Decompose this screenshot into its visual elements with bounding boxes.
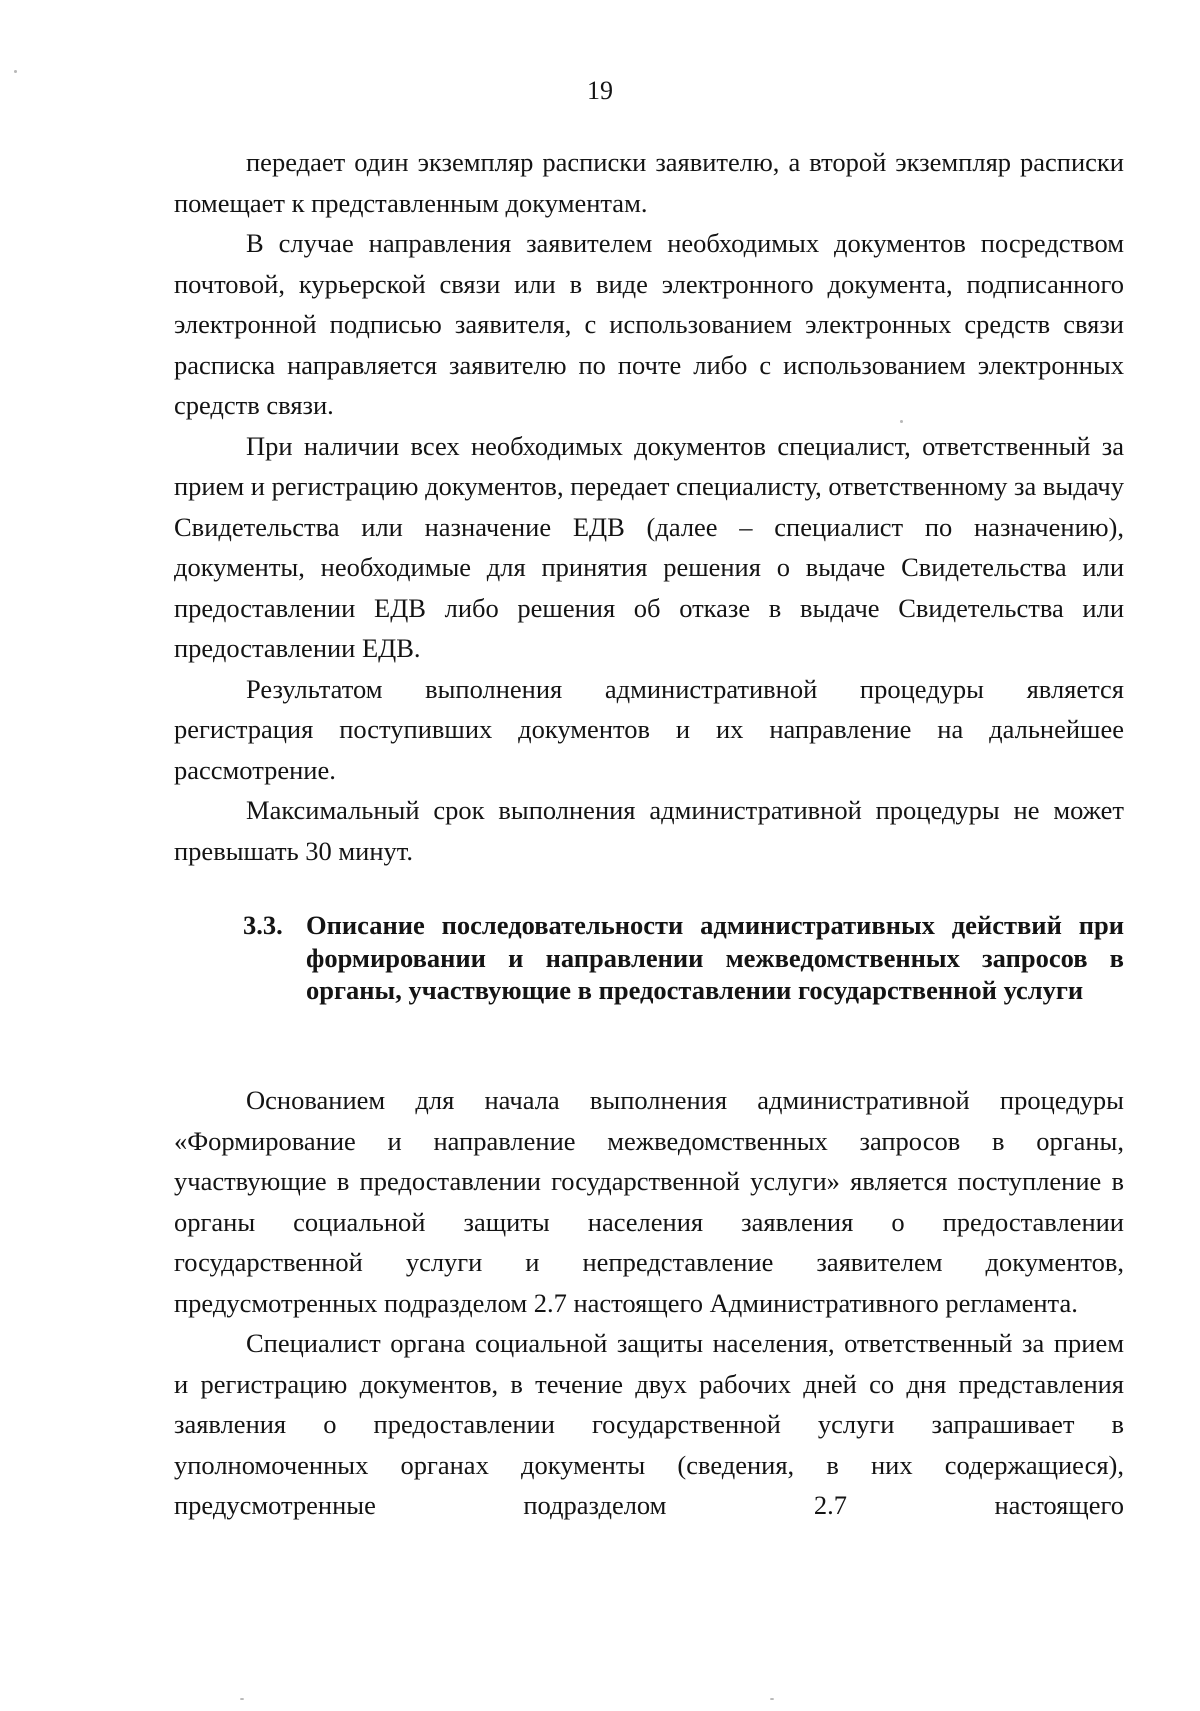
- paragraph: передает один экземпляр расписки заявителю, а второй экземпляр расписки помещает к представленным документам.: [174, 147, 1124, 218]
- paragraph: В случае направления заявителем необходимых документов посредством почтовой, курьерской связи или в виде электронного документа, подписанного электронной подписью заявителя, с использованием электронных средств связи расписка направляется заявителю по почте либо с использованием электронных средств связи.: [174, 228, 1124, 420]
- scan-speck: [14, 70, 17, 73]
- page-number: 19: [587, 76, 613, 105]
- paragraph: При наличии всех необходимых документов специалист, ответственный за прием и регистрацию документов, передает специалисту, ответственному за выдачу Свидетельства или назначение ЕДВ (далее – специалист по назначению), документы, необходимые для принятия решения о выдаче Свидетельства или предоставлении ЕДВ либо решения об отказе в выдаче Свидетельства или предоставлении ЕДВ.: [174, 430, 1124, 663]
- scan-speck: [240, 1698, 244, 1700]
- section-heading: [243, 909, 1124, 1007]
- text-block-procedure: [174, 1080, 1124, 1526]
- scan-speck: [900, 420, 903, 423]
- paragraph: Максимальный срок выполнения административной процедуры не может превышать 30 минут.: [174, 795, 1124, 866]
- section-title: Описание последовательности административных действий при формировании и направлении межведомственных запросов в органы, участвующие в предоставлении государственной услуги: [306, 910, 1124, 1005]
- paragraph: Специалист органа социальной защиты населения, ответственный за прием и регистрацию документов, в течение двух рабочих дней со дня представления заявления о предоставлении государственной услуги запрашивает в уполномоченных органах документы (сведения, в них содержащиеся), предусмотренные подразделом 2.7 настоящего: [174, 1328, 1124, 1520]
- section-number: 3.3.: [243, 910, 283, 940]
- scan-speck: [770, 1698, 774, 1700]
- paragraph: Основанием для начала выполнения административной процедуры «Формирование и направление межведомственных запросов в органы, участвующие в предоставлении государственной услуги» является поступление в органы социальной защиты населения заявления о предоставлении государственной услуги и непредставление заявителем документов, предусмотренных подразделом 2.7 настоящего Административного регламента.: [174, 1085, 1124, 1318]
- text-block-intro: [174, 142, 1124, 871]
- paragraph: Результатом выполнения административной процедуры является регистрация поступивших документов и их направление на дальнейшее рассмотрение.: [174, 673, 1124, 785]
